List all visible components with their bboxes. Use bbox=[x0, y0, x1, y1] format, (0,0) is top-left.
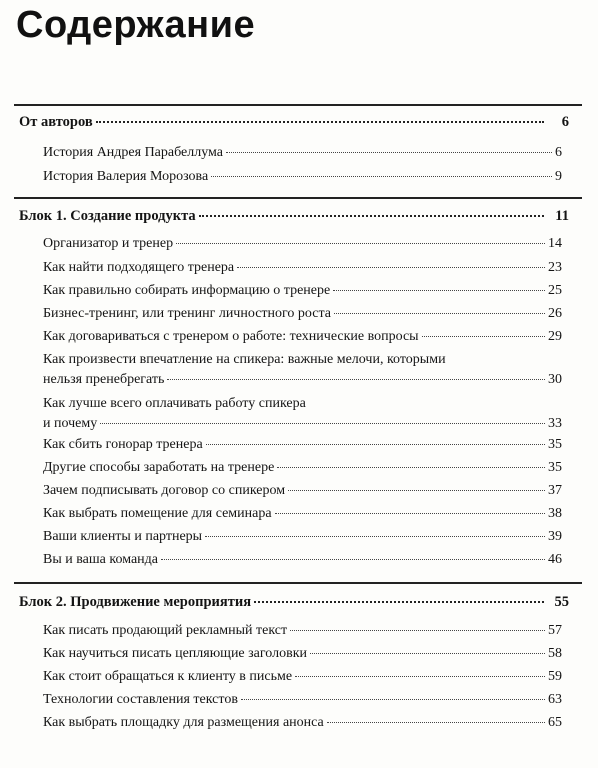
section-title: От авторов bbox=[19, 114, 93, 130]
toc-item[interactable] bbox=[43, 506, 562, 522]
item-title: и почему bbox=[43, 416, 98, 431]
page-title: Содержание bbox=[16, 4, 256, 46]
divider bbox=[14, 582, 582, 584]
page-number: 6 bbox=[561, 114, 569, 130]
dot-leader bbox=[288, 490, 545, 491]
dot-leader bbox=[205, 536, 545, 537]
item-title: Вы и ваша команда bbox=[43, 552, 159, 567]
dot-leader bbox=[96, 121, 544, 123]
toc-item[interactable] bbox=[43, 283, 562, 299]
dot-leader bbox=[211, 176, 552, 177]
toc-item[interactable] bbox=[43, 483, 562, 499]
page-number: 11 bbox=[555, 208, 569, 224]
dot-leader bbox=[199, 215, 544, 217]
item-title: Как писать продающий рекламный текст bbox=[43, 623, 288, 638]
item-title: История Валерия Морозова bbox=[43, 169, 209, 184]
page-number: 23 bbox=[548, 260, 562, 275]
dot-leader bbox=[167, 379, 545, 380]
page-number: 37 bbox=[548, 483, 562, 498]
toc-item[interactable] bbox=[43, 552, 562, 568]
item-title: Другие способы заработать на тренере bbox=[43, 460, 275, 475]
toc-item[interactable] bbox=[43, 437, 562, 453]
item-title: нельзя пренебрегать bbox=[43, 372, 165, 387]
dot-leader bbox=[161, 559, 545, 560]
page-number: 25 bbox=[548, 283, 562, 298]
section-title: Блок 1. Создание продукта bbox=[19, 208, 196, 224]
toc-item[interactable] bbox=[43, 306, 562, 322]
page-number: 26 bbox=[548, 306, 562, 321]
toc-item[interactable] bbox=[43, 646, 562, 662]
toc-item[interactable] bbox=[43, 623, 562, 639]
page-number: 14 bbox=[548, 236, 562, 251]
dot-leader bbox=[333, 290, 545, 291]
toc-section[interactable] bbox=[19, 594, 569, 611]
toc-item[interactable] bbox=[43, 715, 562, 731]
item-title: Как найти подходящего тренера bbox=[43, 260, 235, 275]
page-number: 6 bbox=[555, 145, 562, 160]
item-title: Как научиться писать цепляющие заголовки bbox=[43, 646, 307, 661]
toc-item[interactable] bbox=[43, 260, 562, 276]
divider bbox=[14, 104, 582, 106]
item-title-line: Как произвести впечатление на спикера: важные мелочи, которыми bbox=[43, 352, 446, 367]
toc-section[interactable] bbox=[19, 114, 569, 131]
page-number: 39 bbox=[548, 529, 562, 544]
dot-leader bbox=[295, 676, 545, 677]
dot-leader bbox=[334, 313, 545, 314]
toc-item[interactable] bbox=[43, 329, 562, 345]
page-number: 65 bbox=[548, 715, 562, 730]
item-title: Ваши клиенты и партнеры bbox=[43, 529, 203, 544]
page-number: 55 bbox=[554, 594, 569, 610]
item-title: Бизнес-тренинг, или тренинг личностного роста bbox=[43, 306, 331, 321]
dot-leader bbox=[237, 267, 545, 268]
page-number: 35 bbox=[548, 437, 562, 452]
page-number: 58 bbox=[548, 646, 562, 661]
dot-leader bbox=[422, 336, 545, 337]
dot-leader bbox=[277, 467, 545, 468]
dot-leader bbox=[226, 152, 552, 153]
item-title: Технологии составления текстов bbox=[43, 692, 238, 707]
toc-item[interactable] bbox=[43, 169, 562, 185]
item-title: Как сбить гонорар тренера bbox=[43, 437, 203, 452]
item-title: Как стоит обращаться к клиенту в письме bbox=[43, 669, 293, 684]
item-title: Как правильно собирать информацию о тренере bbox=[43, 283, 331, 298]
toc-item[interactable] bbox=[43, 669, 562, 685]
dot-leader bbox=[254, 601, 544, 603]
item-title: Организатор и тренер bbox=[43, 236, 174, 251]
toc-item[interactable] bbox=[43, 529, 562, 545]
divider bbox=[14, 197, 582, 199]
item-title: Зачем подписывать договор со спикером bbox=[43, 483, 286, 498]
page-number: 38 bbox=[548, 506, 562, 521]
toc-item[interactable] bbox=[43, 692, 562, 708]
item-title: Как выбрать помещение для семинара bbox=[43, 506, 272, 521]
page-number: 59 bbox=[548, 669, 562, 684]
page-number: 30 bbox=[548, 372, 562, 387]
section-title: Блок 2. Продвижение мероприятия bbox=[19, 594, 252, 610]
toc-item[interactable] bbox=[43, 236, 562, 252]
item-title: История Андрея Парабеллума bbox=[43, 145, 224, 160]
dot-leader bbox=[176, 243, 545, 244]
item-title: Как договариваться с тренером о работе: технические вопросы bbox=[43, 329, 419, 344]
page-number: 63 bbox=[548, 692, 562, 707]
dot-leader bbox=[290, 630, 545, 631]
toc-item[interactable] bbox=[43, 145, 562, 161]
dot-leader bbox=[275, 513, 545, 514]
dot-leader bbox=[206, 444, 545, 445]
page-number: 9 bbox=[555, 169, 562, 184]
toc-item[interactable] bbox=[43, 372, 562, 388]
page-number: 33 bbox=[548, 416, 562, 431]
item-title: Как выбрать площадку для размещения анонса bbox=[43, 715, 324, 730]
dot-leader bbox=[310, 653, 545, 654]
dot-leader bbox=[327, 722, 545, 723]
toc-item[interactable] bbox=[43, 416, 562, 432]
toc-item[interactable] bbox=[43, 460, 562, 476]
dot-leader bbox=[241, 699, 545, 700]
page-number: 35 bbox=[548, 460, 562, 475]
toc-section[interactable] bbox=[19, 208, 569, 225]
page-number: 29 bbox=[548, 329, 562, 344]
page-number: 46 bbox=[548, 552, 562, 567]
page-number: 57 bbox=[548, 623, 562, 638]
dot-leader bbox=[100, 423, 545, 424]
item-title-line: Как лучше всего оплачивать работу спикера bbox=[43, 396, 306, 411]
